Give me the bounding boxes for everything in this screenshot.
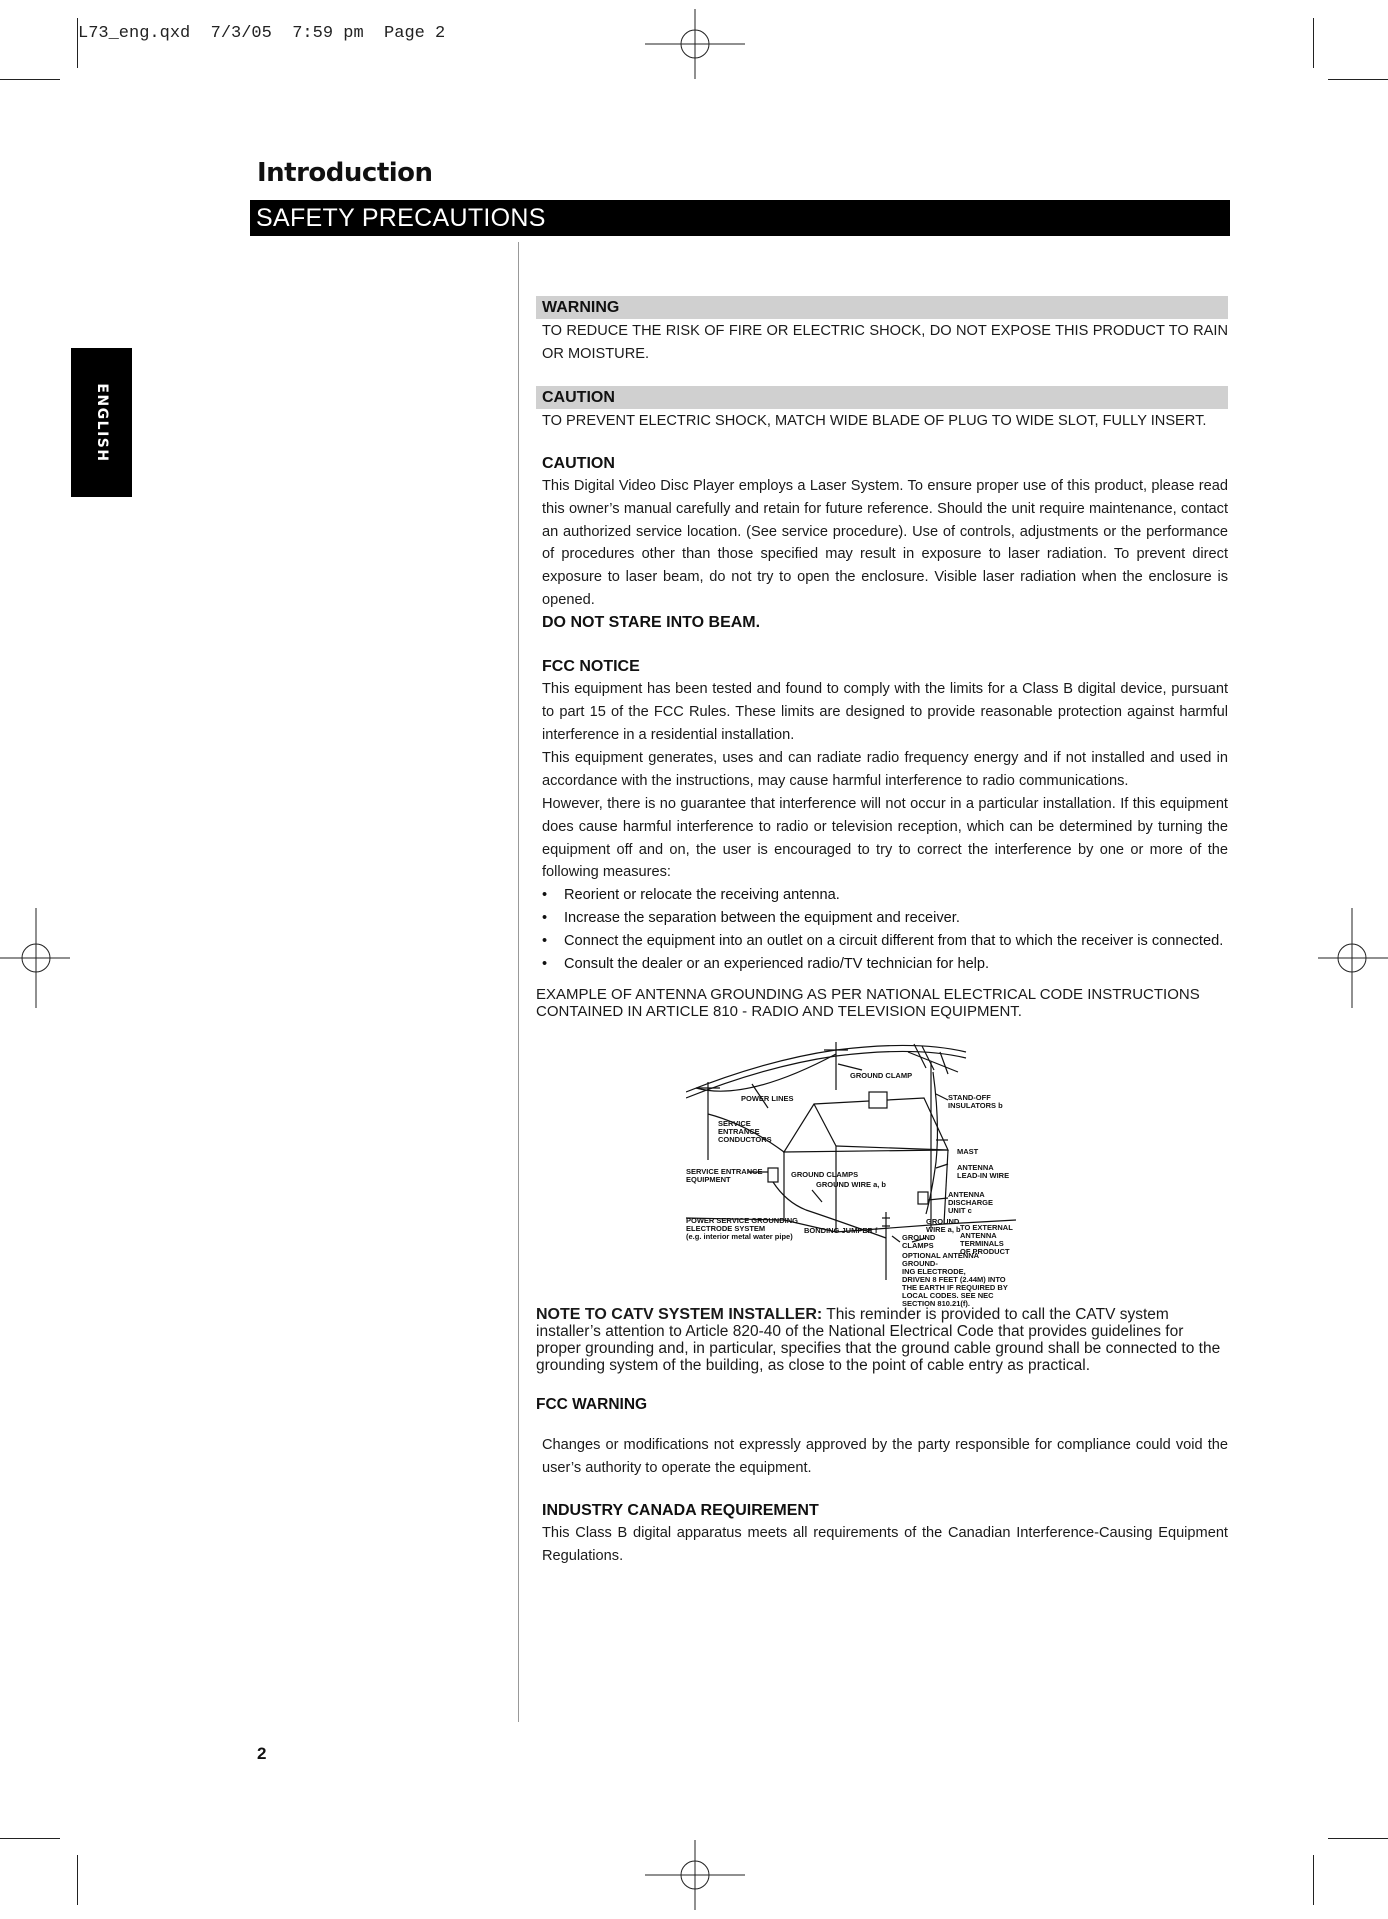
safety-content <box>536 296 1228 1568</box>
catv-installer-note <box>536 1306 1228 1374</box>
caution-plug-text: TO PREVENT ELECTRIC SHOCK, MATCH WIDE BLADE OF PLUG TO WIDE SLOT, FULLY INSERT. <box>542 412 1207 429</box>
label-service-entrance-equipment: SERVICE ENTRANCE EQUIPMENT <box>686 1166 763 1184</box>
label-service-conductors: SERVICE ENTRANCE CONDUCTORS <box>718 1118 772 1144</box>
fcc-notice-title: FCC NOTICE <box>542 658 640 676</box>
section-title-bar: SAFETY PRECAUTIONS <box>250 200 1230 236</box>
registration-mark-top <box>645 9 745 79</box>
crop-mark <box>1328 1838 1388 1839</box>
print-slug: L73_eng.qxd 7/3/05 7:59 pm Page 2 <box>78 24 446 43</box>
label-external-antenna-terminals: TO EXTERNAL ANTENNA TERMINALS OF PRODUCT <box>960 1222 1013 1256</box>
list-item: • Connect the equipment into an outlet on a circuit different from that to which the receiver is connected. <box>542 930 1228 953</box>
crop-mark <box>77 18 78 68</box>
page-number: 2 <box>257 1744 267 1763</box>
antenna-grounding-diagram <box>686 1042 1016 1308</box>
fcc-notice-paragraph: This equipment has been tested and found to comply with the limits for a Class B digital device, pursuant to part 15 of the FCC Rules. These limits are designed to provide reasonable protection against harmful interference in a residential installation. <box>542 681 1228 743</box>
registration-mark-right <box>1318 908 1388 1008</box>
label-mast: MAST <box>957 1146 979 1156</box>
crop-mark <box>0 79 60 80</box>
catv-note-text: This reminder is provided to call the CATV system installer’s attention to Article 820-40 of the National Electrical Code that provides guidelines for proper grounding and, in particular, specifies that the ground cable ground shall be connected to the grounding system of the building, as close to the point of cable entry as practical. <box>536 1305 1221 1374</box>
laser-emphasis: DO NOT STARE INTO BEAM. <box>542 614 761 632</box>
label-stand-off-insulators: STAND-OFF INSULATORS b <box>948 1092 1003 1110</box>
list-item: • Increase the separation between the equipment and receiver. <box>542 907 1228 930</box>
warning-text: TO REDUCE THE RISK OF FIRE OR ELECTRIC SHOCK, DO NOT EXPOSE THIS PRODUCT TO RAIN OR MOISTURE. <box>542 323 1228 362</box>
fcc-warning-section <box>536 1396 1228 1480</box>
industry-canada-title: INDUSTRY CANADA REQUIREMENT <box>542 1501 819 1519</box>
caution-laser-text: This Digital Video Disc Player employs a Laser System. To ensure proper use of this product, please read this owner’s manual carefully and retain for future reference. Should the unit require maintenance, contact an authorized service location. (See service procedure). Use of controls, adjustments or the performance of procedures other than those specified may result in exposure to laser radiation. To prevent direct exposure to laser beam, do not try to open the enclosure. Visible laser radiation when the enclosure is opened. <box>542 477 1228 609</box>
crop-mark <box>1313 18 1314 68</box>
list-item: • Consult the dealer or an experienced radio/TV technician for help. <box>542 953 1228 976</box>
fcc-notice-paragraph: This equipment generates, uses and can radiate radio frequency energy and if not installed and used in accordance with the instructions, may cause harmful interference to radio communications. <box>542 749 1228 789</box>
caution-plug-title: CAUTION <box>536 386 1228 409</box>
registration-mark-left <box>0 908 70 1008</box>
industry-canada-section <box>536 1500 1228 1568</box>
label-bonding-jumper: BONDING JUMPER f <box>804 1225 878 1235</box>
label-ground-clamps-lower: GROUND CLAMPS <box>902 1232 936 1250</box>
caution-plug-section <box>536 386 1228 433</box>
language-side-tab <box>71 348 132 497</box>
label-ground-wire-lower: GROUND WIRE a, b <box>926 1216 961 1234</box>
list-item: • Reorient or relocate the receiving antenna. <box>542 884 1228 907</box>
warning-section <box>536 296 1228 366</box>
caution-laser-section <box>536 453 1228 634</box>
crop-mark <box>0 1838 60 1839</box>
crop-mark <box>1328 79 1388 80</box>
crop-mark <box>77 1855 78 1905</box>
column-divider <box>518 242 519 1722</box>
label-antenna-lead-in: ANTENNA LEAD-IN WIRE <box>957 1162 1010 1180</box>
warning-title: WARNING <box>536 296 1228 319</box>
measures-list <box>536 884 1228 976</box>
label-power-lines: POWER LINES <box>741 1093 794 1103</box>
label-antenna-discharge-unit: ANTENNA DISCHARGE UNIT c <box>948 1189 994 1215</box>
registration-mark-bottom <box>645 1840 745 1910</box>
industry-canada-text: This Class B digital apparatus meets all requirements of the Canadian Interference-Causing Equipment Regulations. <box>542 1524 1228 1564</box>
label-power-service-grounding: POWER SERVICE GROUNDING ELECTRODE SYSTEM (e.g. interior metal water pipe) <box>686 1215 798 1241</box>
fcc-warning-title: FCC WARNING <box>536 1395 648 1413</box>
label-ground-clamp: GROUND CLAMP <box>850 1070 913 1080</box>
antenna-example-caption: EXAMPLE OF ANTENNA GROUNDING AS PER NATIONAL ELECTRICAL CODE INSTRUCTIONS CONTAINED IN ARTICLE 810 - RADIO AND TELEVISION EQUIPMENT. <box>536 985 1200 1020</box>
fcc-notice-paragraph: However, there is no guarantee that interference will not occur in a particular installation. If this equipment does cause harmful interference to radio or television reception, which can be determined by turning the equipment off and on, the user is encouraged to try to correct the interference by one or more of the following measures: <box>542 795 1228 881</box>
crop-mark <box>1313 1855 1314 1905</box>
fcc-notice-section <box>536 656 1228 976</box>
fcc-warning-text: Changes or modifications not expressly approved by the party responsible for compliance could void the user’s authority to operate the equipment. <box>542 1436 1228 1476</box>
catv-note-lead: NOTE TO CATV SYSTEM INSTALLER: <box>536 1305 823 1323</box>
label-optional-grounding-electrode: OPTIONAL ANTENNA GROUND- ING ELECTRODE, DRIVEN 8 FEET (2.44M) INTO THE EARTH IF REQUIRED BY LOCAL CODES. SEE NEC SECTION 810.21(f). <box>902 1250 1008 1308</box>
label-ground-clamps: GROUND CLAMPS <box>791 1169 859 1179</box>
caution-laser-title: CAUTION <box>542 454 615 472</box>
page-heading: Introduction <box>257 158 433 188</box>
language-tab-label: ENGLISH <box>93 382 110 463</box>
label-ground-wire: GROUND WIRE a, b <box>816 1179 887 1189</box>
